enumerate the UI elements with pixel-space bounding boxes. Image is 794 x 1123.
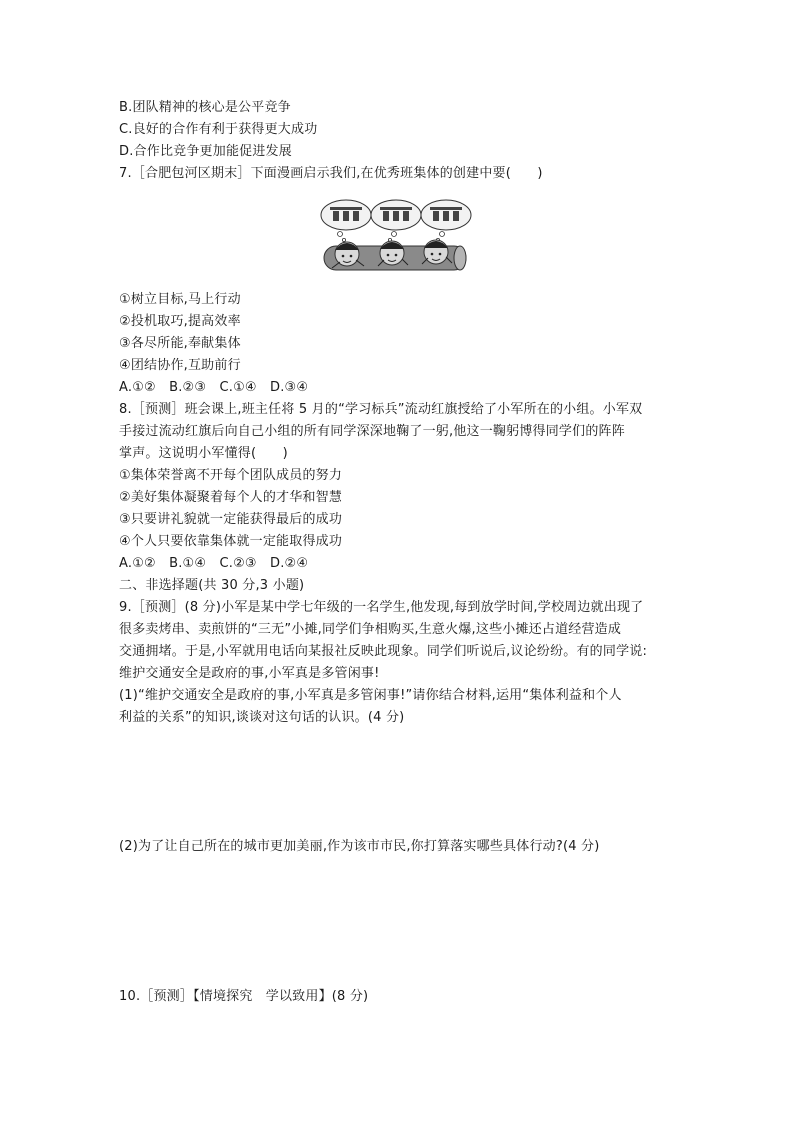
q6-option-c: C.良好的合作有利于获得更大成功 <box>119 122 318 137</box>
q8-item-3: ③只要讲礼貌就一定能获得最后的成功 <box>119 512 343 527</box>
q8-item-4: ④个人只要依靠集体就一定能取得成功 <box>119 534 343 549</box>
q6-option-d: D.合作比竞争更加能促进发展 <box>119 144 292 159</box>
q6-option-b: B.团队精神的核心是公平竞争 <box>119 100 291 115</box>
q7-item-4: ④团结协作,互助前行 <box>119 358 241 373</box>
q7-stem: 7.［合肥包河区期末］下面漫画启示我们,在优秀班集体的创建中要( ) <box>119 166 543 181</box>
section-heading-non-choice: 二、非选择题(共 30 分,3 小题) <box>119 578 305 593</box>
q10-stem: 10.［预测］【情境探究 学以致用】(8 分) <box>119 989 369 1004</box>
q9-stem-line-1: 9.［预测］(8 分)小军是某中学七年级的一名学生,他发现,每到放学时间,学校周边就出现了 <box>119 600 644 615</box>
q8-item-2: ②美好集体凝聚着每个人的才华和智慧 <box>119 490 343 505</box>
q7-item-1: ①树立目标,马上行动 <box>119 292 241 307</box>
q9-stem-line-4: 维护交通安全是政府的事,小军真是多管闲事! <box>119 666 380 681</box>
q8-stem-line-1: 8.［预测］班会课上,班主任将 5 月的“学习标兵”流动红旗授给了小军所在的小组。小军双 <box>119 402 643 417</box>
q9-stem-line-3: 交通拥堵。于是,小军就用电话向某报社反映此现象。同学们听说后,议论纷纷。有的同学说: <box>119 644 648 659</box>
q8-stem-line-3: 掌声。这说明小军懂得( ) <box>119 446 288 461</box>
q9-sub1-line-2: 利益的关系”的知识,谈谈对这句话的认识。(4 分) <box>119 710 405 725</box>
q9-sub2: (2)为了让自己所在的城市更加美丽,作为该市市民,你打算落实哪些具体行动?(4 分) <box>119 839 600 854</box>
q8-stem-line-2: 手接过流动红旗后向自己小组的所有同学深深地鞠了一躬,他这一鞠躬博得同学们的阵阵 <box>119 424 625 439</box>
cartoon-illustration <box>320 196 472 278</box>
q9-stem-line-2: 很多卖烤串、卖煎饼的“三无”小摊,同学们争相购买,生意火爆,这些小摊还占道经营造成 <box>119 622 622 637</box>
q8-choices: A.①② B.①④ C.②③ D.②④ <box>119 556 309 571</box>
q9-sub1-line-1: (1)“维护交通安全是政府的事,小军真是多管闲事!”请你结合材料,运用“集体利益和个人 <box>119 688 622 703</box>
q7-choices: A.①② B.②③ C.①④ D.③④ <box>119 380 309 395</box>
q7-item-3: ③各尽所能,奉献集体 <box>119 336 241 351</box>
q8-item-1: ①集体荣誉离不开每个团队成员的努力 <box>119 468 343 483</box>
q7-item-2: ②投机取巧,提高效率 <box>119 314 241 329</box>
